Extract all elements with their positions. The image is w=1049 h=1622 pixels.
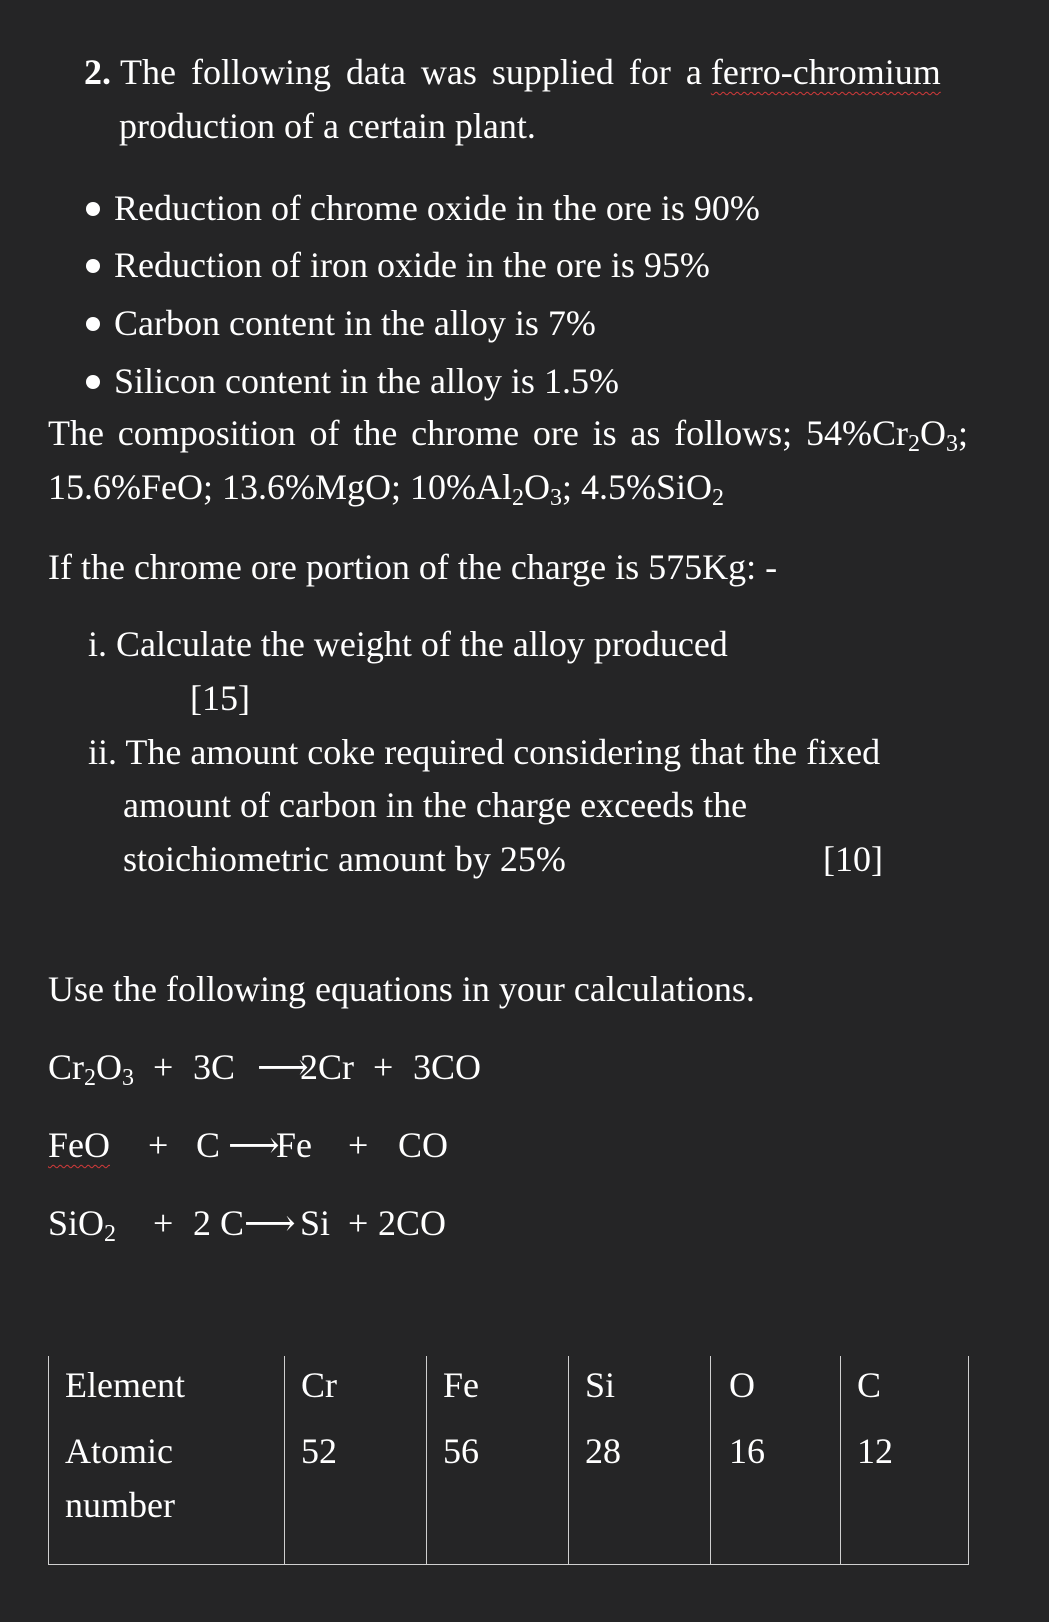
eq1-arrow-icon: ⟶ bbox=[257, 1047, 309, 1087]
eq3-reactant: SiO$_2$ bbox=[48, 1203, 117, 1247]
table-cell: 28 bbox=[569, 1424, 711, 1565]
part-i-marks: [15] bbox=[190, 678, 250, 718]
part-i-text: i. Calculate the weight of the alloy produced bbox=[88, 624, 728, 664]
table-cell: 56 bbox=[427, 1424, 569, 1565]
eq3-arrow-icon: ⟶ bbox=[244, 1203, 296, 1243]
eq1-carbon: 3C bbox=[193, 1047, 236, 1087]
composition-line1 bbox=[48, 406, 968, 460]
table-header-cell: Si bbox=[569, 1356, 711, 1424]
bullet-dot-icon bbox=[86, 375, 100, 389]
composition-line2 bbox=[48, 460, 724, 514]
eq1-plus2: + bbox=[373, 1047, 394, 1087]
composition-text: The composition of the chrome ore is as follows; bbox=[48, 413, 793, 453]
eq3-plus: + bbox=[153, 1203, 174, 1243]
eq2-arrow-icon: ⟶ bbox=[228, 1125, 280, 1165]
table-header-cell: Cr bbox=[285, 1356, 427, 1424]
part-ii-marks: [10] bbox=[823, 839, 883, 879]
eq3-product-co: 2CO bbox=[378, 1203, 447, 1243]
part-ii-line3: stoichiometric amount by 25% bbox=[123, 839, 566, 879]
composition-feo: 15.6%FeO; bbox=[48, 467, 213, 507]
eq1-product-cr: 2Cr bbox=[300, 1047, 354, 1087]
table-header-cell: O bbox=[711, 1356, 841, 1424]
bullet-item bbox=[86, 181, 760, 235]
bullet-item bbox=[86, 238, 710, 292]
composition-mgo: 13.6%MgO; bbox=[222, 467, 401, 507]
eq3-plus2: + bbox=[348, 1203, 369, 1243]
eq1-reactant: $Cr_2O_3$ bbox=[48, 1047, 134, 1091]
eq1-plus: + bbox=[153, 1047, 174, 1087]
composition-cr2o3: $54\%Cr_2O_3$; bbox=[805, 413, 968, 457]
bullet-text: Reduction of chrome oxide in the ore is 90% bbox=[114, 188, 760, 228]
table-header-row bbox=[49, 1356, 969, 1424]
equation-sio2 bbox=[0, 1196, 1049, 1250]
part-ii-line1: ii. The amount coke required considering that the fixed bbox=[88, 732, 881, 772]
bullet-dot-icon bbox=[86, 202, 100, 216]
part-ii-line2: amount of carbon in the charge exceeds the bbox=[123, 785, 748, 825]
equation-cr2o3 bbox=[0, 1040, 1049, 1094]
question-heading bbox=[84, 45, 941, 99]
bullet-dot-icon bbox=[86, 259, 100, 273]
question-intro-line2: production of a certain plant. bbox=[119, 106, 536, 146]
table-cell: 16 bbox=[711, 1424, 841, 1565]
table-row bbox=[49, 1424, 969, 1565]
eq2-reactant: FeO bbox=[48, 1125, 110, 1165]
eq3-carbon: 2 C bbox=[193, 1203, 245, 1243]
eq2-plus: + bbox=[148, 1125, 169, 1165]
table-cell: 12 bbox=[841, 1424, 969, 1565]
table-cell: 52 bbox=[285, 1424, 427, 1565]
eq2-carbon: C bbox=[196, 1125, 221, 1165]
bullet-item bbox=[86, 296, 596, 350]
bullet-text: Carbon content in the alloy is 7% bbox=[114, 303, 596, 343]
table-header-cell: C bbox=[841, 1356, 969, 1424]
question-intro-text: The following data was supplied for a bbox=[120, 52, 702, 92]
composition-sio2: 4.5%SiO$_2$ bbox=[581, 467, 725, 511]
bullet-text: Reduction of iron oxide in the ore is 95% bbox=[114, 245, 710, 285]
equation-feo bbox=[0, 1118, 1049, 1172]
question-number: 2. bbox=[84, 52, 111, 92]
ferro-chromium-keyword: ferro-chromium bbox=[710, 52, 941, 92]
bullet-item bbox=[86, 354, 619, 408]
bullet-text: Silicon content in the alloy is 1.5% bbox=[114, 361, 619, 401]
equations-intro: Use the following equations in your calculations. bbox=[48, 969, 755, 1009]
table-row-label: Atomic number bbox=[49, 1424, 285, 1565]
eq3-product-si: Si bbox=[300, 1203, 331, 1243]
table-header-cell: Element bbox=[49, 1356, 285, 1424]
composition-al2o3: $10\%Al_2O_3$; bbox=[410, 467, 573, 511]
eq2-product-co: CO bbox=[398, 1125, 449, 1165]
atomic-number-table bbox=[48, 1356, 969, 1565]
table-header-cell: Fe bbox=[427, 1356, 569, 1424]
eq1-product-co: 3CO bbox=[413, 1047, 482, 1087]
charge-statement: If the chrome ore portion of the charge is 575Kg: - bbox=[48, 547, 778, 587]
eq2-product-fe: Fe bbox=[276, 1125, 312, 1165]
bullet-dot-icon bbox=[86, 317, 100, 331]
eq2-plus2: + bbox=[348, 1125, 369, 1165]
